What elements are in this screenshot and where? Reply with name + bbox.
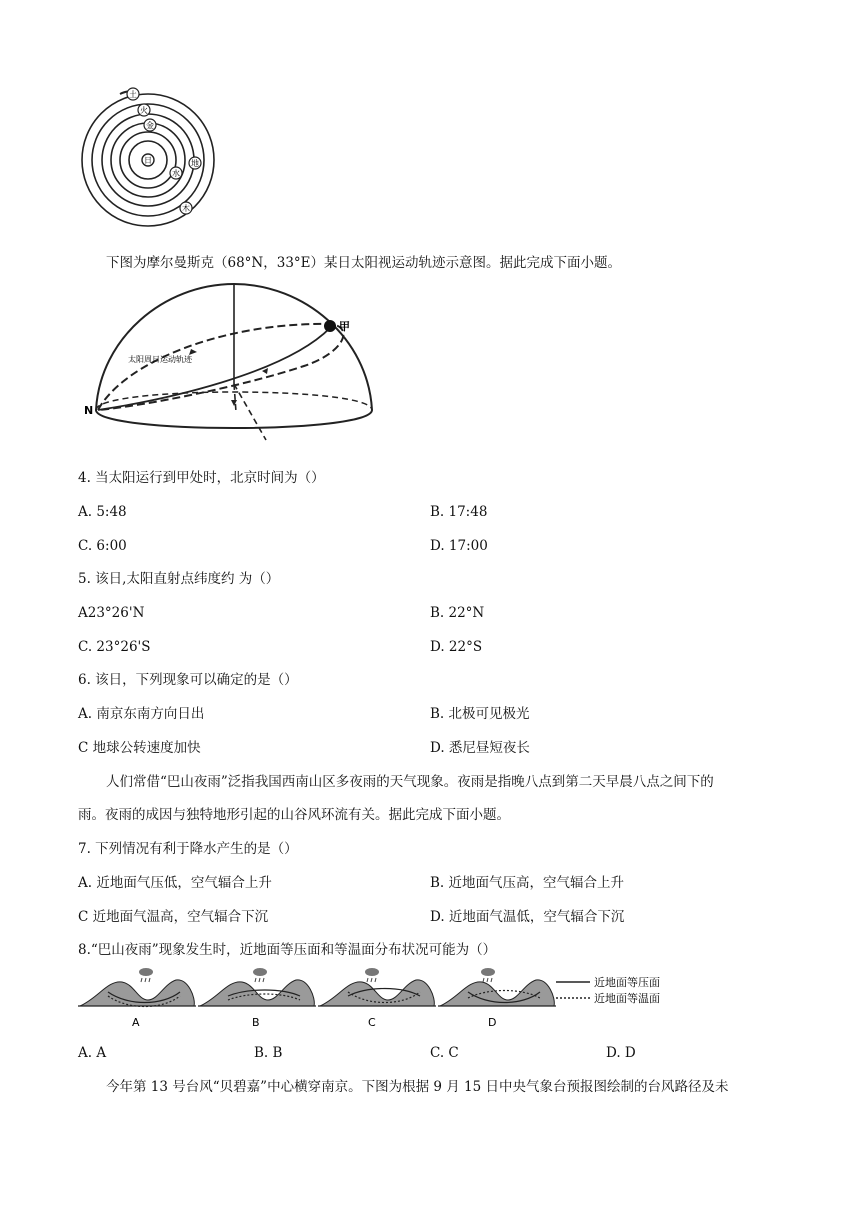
svg-text:金: 金 — [146, 121, 154, 130]
legend — [556, 975, 660, 1005]
legend-isobar: 近地面等压面 — [594, 976, 660, 989]
question-5-option-b[interactable]: B. 22°N — [430, 605, 485, 621]
panel-b — [198, 968, 316, 1029]
panel-c-label: C — [368, 1016, 376, 1029]
question-4-option-b[interactable]: B. 17:48 — [430, 504, 488, 520]
sun — [142, 154, 154, 166]
question-4-stem: 4. 当太阳运行到甲处时，北京时间为（） — [78, 470, 325, 486]
planet-shui — [170, 167, 182, 179]
panel-d — [438, 968, 556, 1029]
svg-text:木: 木 — [182, 204, 190, 213]
intro-murmansk: 下图为摩尔曼斯克（68°N，33°E）某日太阳视运动轨迹示意图。据此完成下面小题。 — [106, 255, 622, 271]
svg-text:水: 水 — [172, 169, 180, 178]
mountain-panels-diagram — [78, 966, 698, 1030]
figure-mountain-panels — [78, 966, 698, 1030]
panel-a-label: A — [132, 1016, 140, 1029]
question-5-stem: 5. 该日,太阳直射点纬度约 为（） — [78, 571, 280, 587]
question-8-option-c[interactable]: C. C — [430, 1045, 459, 1061]
intro-bashan-line2: 雨。夜雨的成因与独特地形引起的山谷风环流有关。据此完成下面小题。 — [78, 807, 510, 823]
question-4-option-c[interactable]: C. 6:00 — [78, 538, 127, 554]
panel-b-label: B — [252, 1016, 260, 1029]
question-8-option-a[interactable]: A. A — [78, 1045, 107, 1061]
svg-text:地: 地 — [191, 159, 199, 168]
label-jia: 甲 — [339, 320, 350, 333]
svg-text:日: 日 — [144, 156, 152, 165]
question-8-stem: 8.“巴山夜雨”现象发生时，近地面等压面和等温面分布状况可能为（） — [78, 942, 497, 958]
sun-path-diagram — [84, 282, 384, 442]
intro-bashan-line1: 人们常借“巴山夜雨”泛指我国西南山区多夜雨的天气现象。夜雨是指晚八点到第二天早晨八点之间下的 — [106, 774, 714, 790]
panel-d-label: D — [488, 1016, 497, 1029]
orbits-diagram — [78, 78, 218, 228]
question-5-option-a[interactable]: A23°26'N — [78, 605, 145, 621]
label-sun-path: 太阳周日运动轨迹 — [128, 355, 192, 364]
question-5-option-d[interactable]: D. 22°S — [430, 639, 483, 655]
question-6-option-b[interactable]: B. 北极可见极光 — [430, 706, 530, 722]
question-8-option-d[interactable]: D. D — [606, 1045, 636, 1061]
question-6-option-c[interactable]: C 地球公转速度加快 — [78, 740, 201, 756]
svg-text:火: 火 — [140, 106, 148, 115]
question-4-option-a[interactable]: A. 5:48 — [78, 504, 127, 520]
question-6-option-d[interactable]: D. 悉尼昼短夜长 — [430, 740, 530, 756]
question-4-option-d[interactable]: D. 17:00 — [430, 538, 488, 554]
legend-isotherm: 近地面等温面 — [594, 992, 660, 1005]
question-5-option-c[interactable]: C. 23°26'S — [78, 639, 151, 655]
panel-a — [78, 968, 196, 1029]
panel-c — [318, 968, 436, 1029]
question-7-option-a[interactable]: A. 近地面气压低，空气辐合上升 — [78, 875, 272, 891]
figure-orbits — [78, 78, 218, 228]
planet-di — [189, 157, 201, 169]
planet-jin — [144, 119, 156, 131]
question-6-option-a[interactable]: A. 南京东南方向日出 — [78, 706, 205, 722]
question-8-option-b[interactable]: B. B — [254, 1045, 283, 1061]
question-6-stem: 6. 该日，下列现象可以确定的是（） — [78, 672, 298, 688]
svg-text:土: 土 — [129, 90, 137, 99]
figure-sun-path — [84, 282, 384, 442]
question-7-option-c[interactable]: C 近地面气温高，空气辐合下沉 — [78, 909, 269, 925]
question-7-option-b[interactable]: B. 近地面气压高，空气辐合上升 — [430, 875, 625, 891]
question-7-stem: 7. 下列情况有利于降水产生的是（） — [78, 841, 298, 857]
planet-tu — [127, 88, 139, 100]
planet-mu — [180, 202, 192, 214]
label-n: N — [84, 404, 94, 417]
question-7-option-d[interactable]: D. 近地面气温低，空气辐合下沉 — [430, 909, 625, 925]
intro-typhoon: 今年第 13 号台风“贝碧嘉”中心横穿南京。下图为根据 9 月 15 日中央气象台预报图绘制的台风路径及未 — [106, 1079, 729, 1095]
planet-huo — [138, 104, 150, 116]
